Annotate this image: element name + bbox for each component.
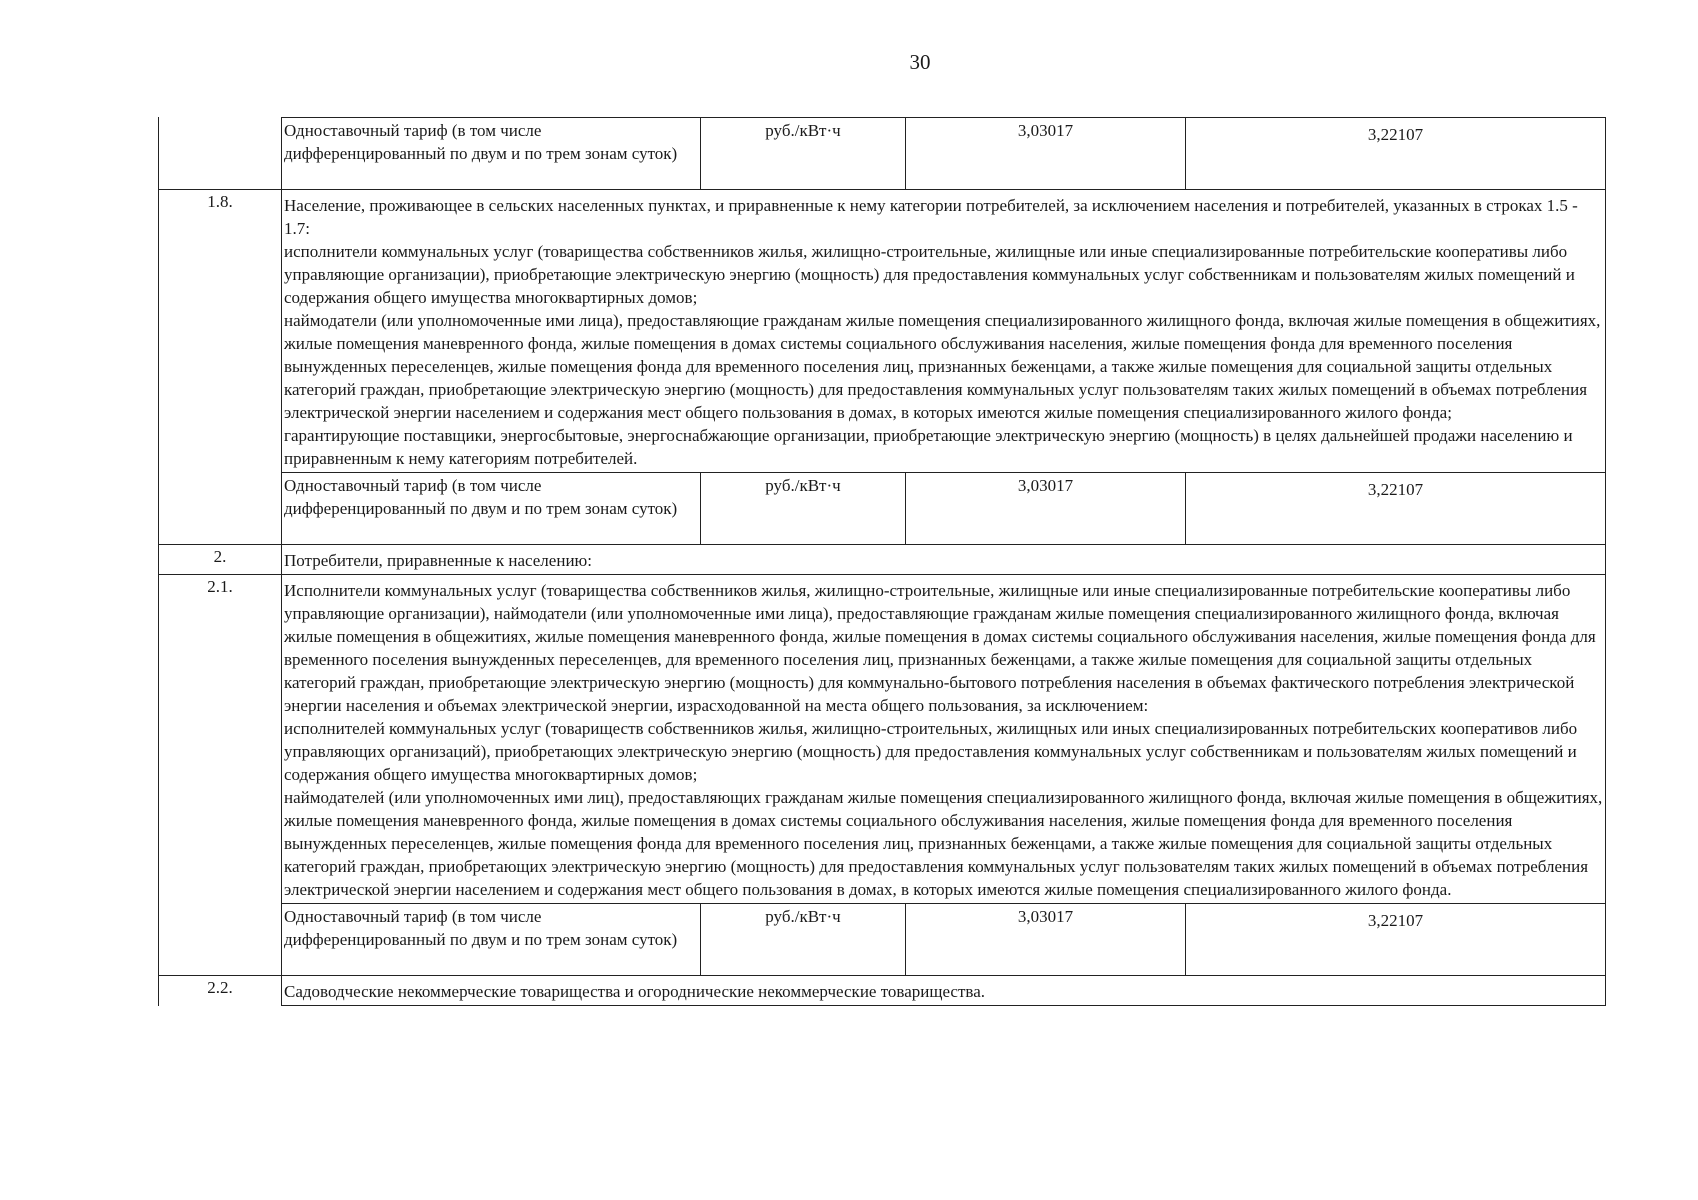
section-2-text: Потребители, приравненные к населению: [282,544,1606,574]
page-number: 30 [909,50,931,74]
paragraph: наймодателей (или уполномоченных ими лиц), предоставляющих гражданам жилые помещения специализированного жилищного фонда, включая жилые помещения в общежитиях, жилые помещения маневренного фонда, жилые помещения в домах системы социального обслуживания населения, жилые помещения фонда для временного поселения вынужденных переселенцев, жилые помещения фонда для временного поселения лиц, признанных беженцами, а также жилые помещения для социальной защиты отдельных категорий граждан, приобретающих электрическую энергию (мощность) для предоставления коммунальных услуг пользователям таких жилых помещений в объемах потребления электрической энергии населением и содержания мест общего пользования в домах, в которых имеются жилые помещения специализированного жилого фонда. [284,788,1603,899]
tariff-name: Одноставочный тариф (в том числе дифференцированный по двум и по трем зонам суток) [282,473,701,544]
row-number: 2.1. [158,574,282,903]
tariff-cells [282,472,1606,544]
table-row [158,117,1606,189]
table-row [158,574,1606,903]
section-2-1-text [282,574,1606,903]
tariff-unit: руб./кВт·ч [701,904,906,975]
paragraph: Население, проживающее в сельских населенных пунктах, и приравненные к нему категории потребителей, за исключением населения и потребителей, указанных в строках 1.5 - 1.7: [284,196,1578,238]
tariff-unit: руб./кВт·ч [701,473,906,544]
table-row [158,544,1606,574]
tariff-value-1: 3,03017 [906,118,1186,189]
table-row [158,189,1606,472]
tariff-value-1: 3,03017 [906,473,1186,544]
tariff-name: Одноставочный тариф (в том числе дифференцированный по двум и по трем зонам суток) [282,904,701,975]
row-number: 2.2. [158,975,282,1006]
paragraph: Исполнители коммунальных услуг (товарищества собственников жилья, жилищно-строительные, жилищные или иные специализированные потребительские кооперативы либо управляющие организации), наймодатели (или уполномоченные ими лица), предоставляющие гражданам жилые помещения специализированного жилищного фонда, включая жилые помещения в общежитиях, жилые помещения маневренного фонда, жилые помещения в домах системы социального обслуживания населения, жилые помещения фонда для временного поселения вынужденных переселенцев, для временного поселения лиц, признанных беженцами, а также жилые помещения для социальной защиты отдельных категорий граждан, приобретающие электрическую энергию (мощность) для коммунально-бытового потребления населения в объемах фактического потребления электрической энергии населения и объемах электрической энергии, израсходованной на места общего пользования, за исключением: [284,581,1596,715]
section-1-8-text [282,189,1606,472]
tariff-cells [282,903,1606,975]
table-row [158,472,1606,544]
table-row [158,975,1606,1006]
tariff-value-2: 3,22107 [1186,118,1606,189]
row-number: 2. [158,544,282,574]
row-number: 1.8. [158,189,282,472]
row-number-cell [158,472,282,544]
row-number-cell [158,903,282,975]
row-number-cell [158,117,282,189]
section-2-2-text: Садоводческие некоммерческие товарищества и огороднические некоммерческие товарищества. [282,975,1606,1006]
table-row [158,903,1606,975]
tariff-value-2: 3,22107 [1186,473,1606,544]
tariff-cells [282,117,1606,189]
tariff-table [158,117,1606,1006]
tariff-value-1: 3,03017 [906,904,1186,975]
paragraph: наймодатели (или уполномоченные ими лица), предоставляющие гражданам жилые помещения специализированного жилищного фонда, включая жилые помещения в общежитиях, жилые помещения маневренного фонда, жилые помещения в домах системы социального обслуживания населения, жилые помещения фонда для временного поселения вынужденных переселенцев, жилые помещения фонда для временного поселения лиц, признанных беженцами, а также жилые помещения для социальной защиты отдельных категорий граждан, приобретающие электрическую энергию (мощность) для предоставления коммунальных услуг пользователям таких жилых помещений в объемах потребления электрической энергии населением и содержания мест общего пользования в домах, в которых имеются жилые помещения специализированного жилого фонда; [284,311,1601,422]
paragraph: гарантирующие поставщики, энергосбытовые, энергоснабжающие организации, приобретающие электрическую энергию (мощность) в целях дальнейшей продажи населению и приравненным к нему категориям потребителей. [284,426,1573,468]
paragraph: исполнителей коммунальных услуг (товариществ собственников жилья, жилищно-строительных, жилищных или иных специализированных потребительских кооперативов либо управляющих организаций), приобретающих электрическую энергию (мощность) для предоставления коммунальных услуг собственникам и пользователям жилых помещений и содержания общего имущества многоквартирных домов; [284,719,1578,784]
tariff-name: Одноставочный тариф (в том числе дифференцированный по двум и по трем зонам суток) [282,118,701,189]
tariff-value-2: 3,22107 [1186,904,1606,975]
tariff-unit: руб./кВт·ч [701,118,906,189]
paragraph: исполнители коммунальных услуг (товарищества собственников жилья, жилищно-строительные, жилищные или иные специализированные потребительские кооперативы либо управляющие организации), приобретающие электрическую энергию (мощность) для предоставления коммунальных услуг собственникам и пользователям жилых помещений и содержания общего имущества многоквартирных домов; [284,242,1575,307]
